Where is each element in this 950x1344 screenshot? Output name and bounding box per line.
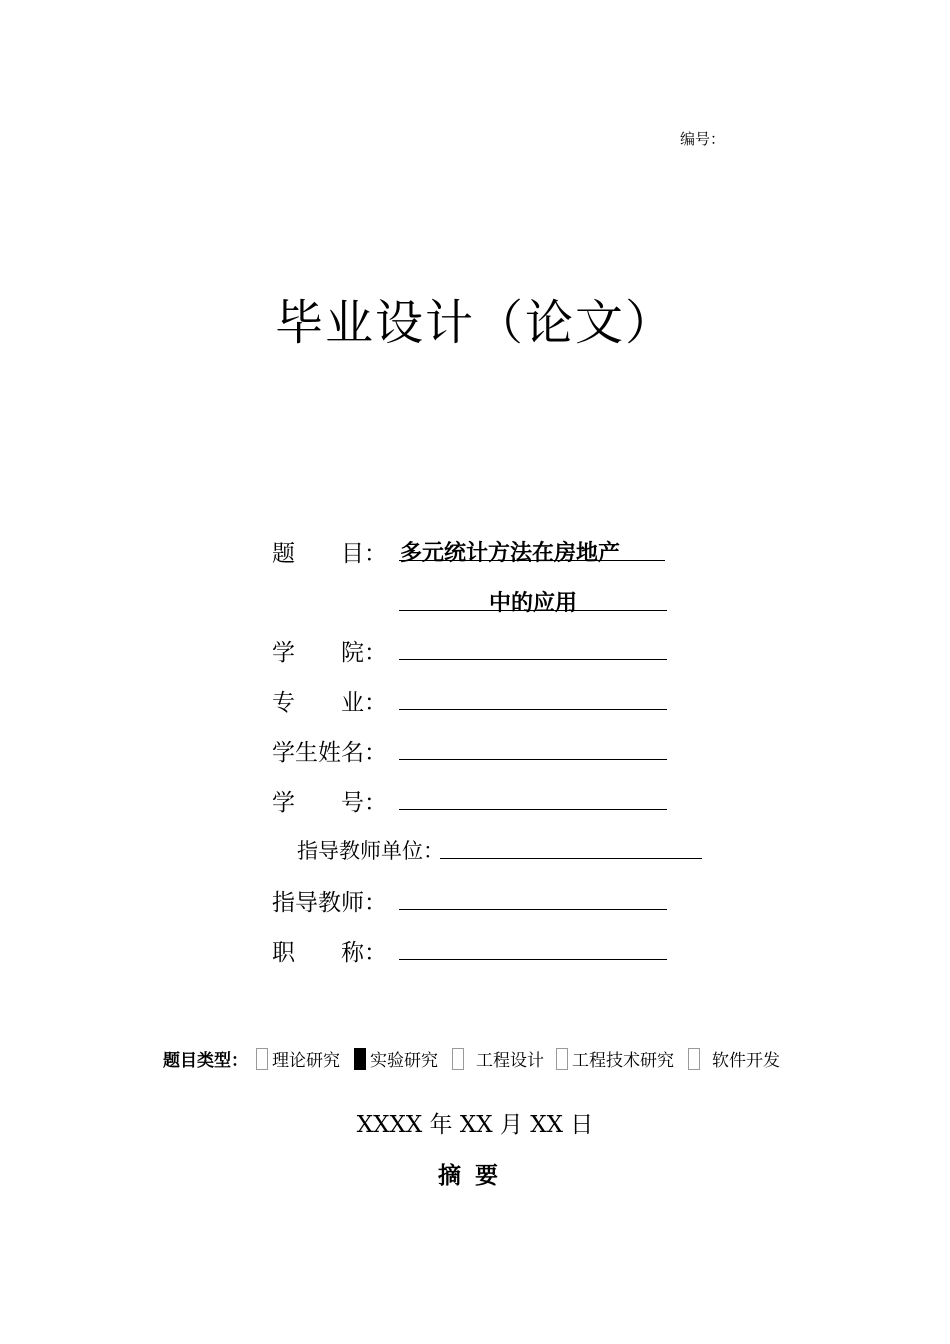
advisor-label: 指导教师：	[272, 890, 387, 916]
topic-underline-1	[399, 560, 665, 561]
option-software: 软件开发	[712, 1051, 780, 1071]
major-field[interactable]	[399, 709, 667, 710]
checkbox-experiment[interactable]	[354, 1048, 366, 1070]
major-label: 专 业：	[272, 690, 387, 716]
college-field[interactable]	[399, 659, 667, 660]
student-name-field[interactable]	[399, 759, 667, 760]
checkbox-engineering-tech[interactable]	[556, 1048, 568, 1070]
date-line: XXXX 年 XX 月 XX 日	[356, 1112, 594, 1138]
advisor-unit-label: 指导教师单位：	[297, 839, 444, 863]
advisor-unit-field[interactable]	[440, 858, 702, 859]
topic-label: 题 目：	[272, 541, 387, 567]
title-rank-label: 职 称：	[272, 940, 387, 966]
advisor-field[interactable]	[399, 909, 667, 910]
option-experiment: 实验研究	[370, 1051, 438, 1071]
college-label: 学 院：	[272, 640, 387, 666]
topic-type-label: 题目类型：	[163, 1051, 248, 1071]
option-engineering-design: 工程设计	[476, 1051, 544, 1071]
topic-line-2: 中的应用	[488, 591, 577, 616]
topic-underline-2	[399, 610, 667, 611]
student-id-field[interactable]	[399, 809, 667, 810]
topic-line-1: 多元统计方法在房地产	[400, 541, 621, 566]
student-name-label: 学生姓名：	[272, 740, 387, 766]
abstract-heading: 摘要	[438, 1162, 512, 1189]
student-id-label: 学 号：	[272, 790, 387, 816]
option-theory: 理论研究	[272, 1051, 340, 1071]
page-title: 毕业设计（论文）	[274, 295, 675, 351]
checkbox-engineering-design[interactable]	[452, 1048, 464, 1070]
serial-number-label: 编号：	[680, 130, 726, 148]
topic-type-row	[163, 1046, 794, 1071]
checkbox-software[interactable]	[688, 1048, 700, 1070]
title-rank-field[interactable]	[399, 959, 667, 960]
checkbox-theory[interactable]	[256, 1048, 268, 1070]
option-engineering-tech: 工程技术研究	[572, 1051, 674, 1071]
